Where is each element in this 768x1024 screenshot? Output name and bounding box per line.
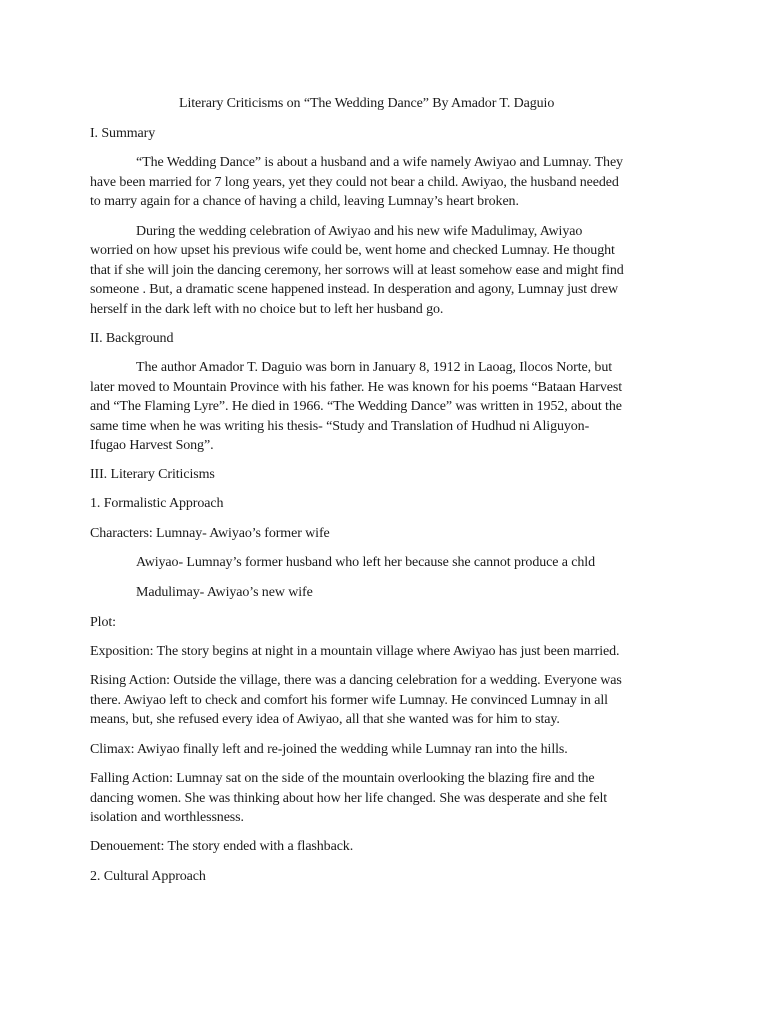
summary-p1-line: have been married for 7 long years, yet they could not bear a child. Awiyao, the husband needed bbox=[90, 175, 619, 190]
background-p1-line: and “The Flaming Lyre”. He died in 1966. “The Wedding Dance” was written in 1952, about the bbox=[90, 399, 622, 414]
exposition-line: Exposition: The story begins at night in a mountain village where Awiyao has just been married. bbox=[90, 644, 620, 659]
character-line: Characters: Lumnay- Awiyao’s former wife bbox=[90, 526, 330, 541]
falling-action-line: dancing women. She was thinking about how her life changed. She was desperate and she felt bbox=[90, 791, 608, 806]
summary-p2-line: someone . But, a dramatic scene happened instead. In desperation and agony, Lumnay just drew bbox=[90, 282, 618, 297]
document-title: Literary Criticisms on “The Wedding Dance” By Amador T. Daguio bbox=[179, 96, 555, 111]
falling-action-line: Falling Action: Lumnay sat on the side of the mountain overlooking the blazing fire and the bbox=[90, 771, 595, 786]
background-p1-line: Ifugao Harvest Song”. bbox=[90, 438, 214, 453]
character-line: Awiyao- Lumnay’s former husband who left her because she cannot produce a chld bbox=[136, 555, 595, 570]
climax-line: Climax: Awiyao finally left and re-joined the wedding while Lumnay ran into the hills. bbox=[90, 742, 568, 757]
background-p1-line: The author Amador T. Daguio was born in January 8, 1912 in Laoag, Ilocos Norte, but bbox=[136, 360, 613, 375]
background-p1-line: later moved to Mountain Province with his father. He was known for his poems “Bataan Harvest bbox=[90, 380, 623, 395]
character-line: Madulimay- Awiyao’s new wife bbox=[136, 585, 313, 600]
formalistic-heading: 1. Formalistic Approach bbox=[90, 496, 224, 511]
summary-p2-line: worried on how upset his previous wife could be, went home and checked Lumnay. He thought bbox=[90, 243, 615, 258]
summary-p2-line: that if she will join the dancing ceremony, her sorrows will at least somehow ease and might find bbox=[90, 263, 624, 278]
rising-action-line: means, but, she refused every idea of Awiyao, all that she wanted was for him to stay. bbox=[90, 712, 560, 727]
criticisms-heading: III. Literary Criticisms bbox=[90, 467, 215, 482]
background-p1-line: same time when he was writing his thesis- “Study and Translation of Hudhud ni Aliguyon- bbox=[90, 419, 590, 434]
summary-p1-line: “The Wedding Dance” is about a husband and a wife namely Awiyao and Lumnay. They bbox=[136, 155, 623, 170]
falling-action-line: isolation and worthlessness. bbox=[90, 810, 244, 825]
summary-p2-line: herself in the dark left with no choice but to left her husband go. bbox=[90, 302, 444, 317]
rising-action-line: there. Awiyao left to check and comfort his former wife Lumnay. He convinced Lumnay in all bbox=[90, 693, 608, 708]
summary-p2-line: During the wedding celebration of Awiyao and his new wife Madulimay, Awiyao bbox=[136, 224, 583, 239]
background-heading: II. Background bbox=[90, 331, 174, 346]
denouement-line: Denouement: The story ended with a flashback. bbox=[90, 839, 354, 854]
summary-p1-line: to marry again for a chance of having a child, leaving Lumnay’s heart broken. bbox=[90, 194, 519, 209]
plot-label: Plot: bbox=[90, 615, 116, 630]
cultural-heading: 2. Cultural Approach bbox=[90, 869, 206, 884]
rising-action-line: Rising Action: Outside the village, there was a dancing celebration for a wedding. Everyone was bbox=[90, 673, 622, 688]
summary-heading: I. Summary bbox=[90, 126, 156, 141]
